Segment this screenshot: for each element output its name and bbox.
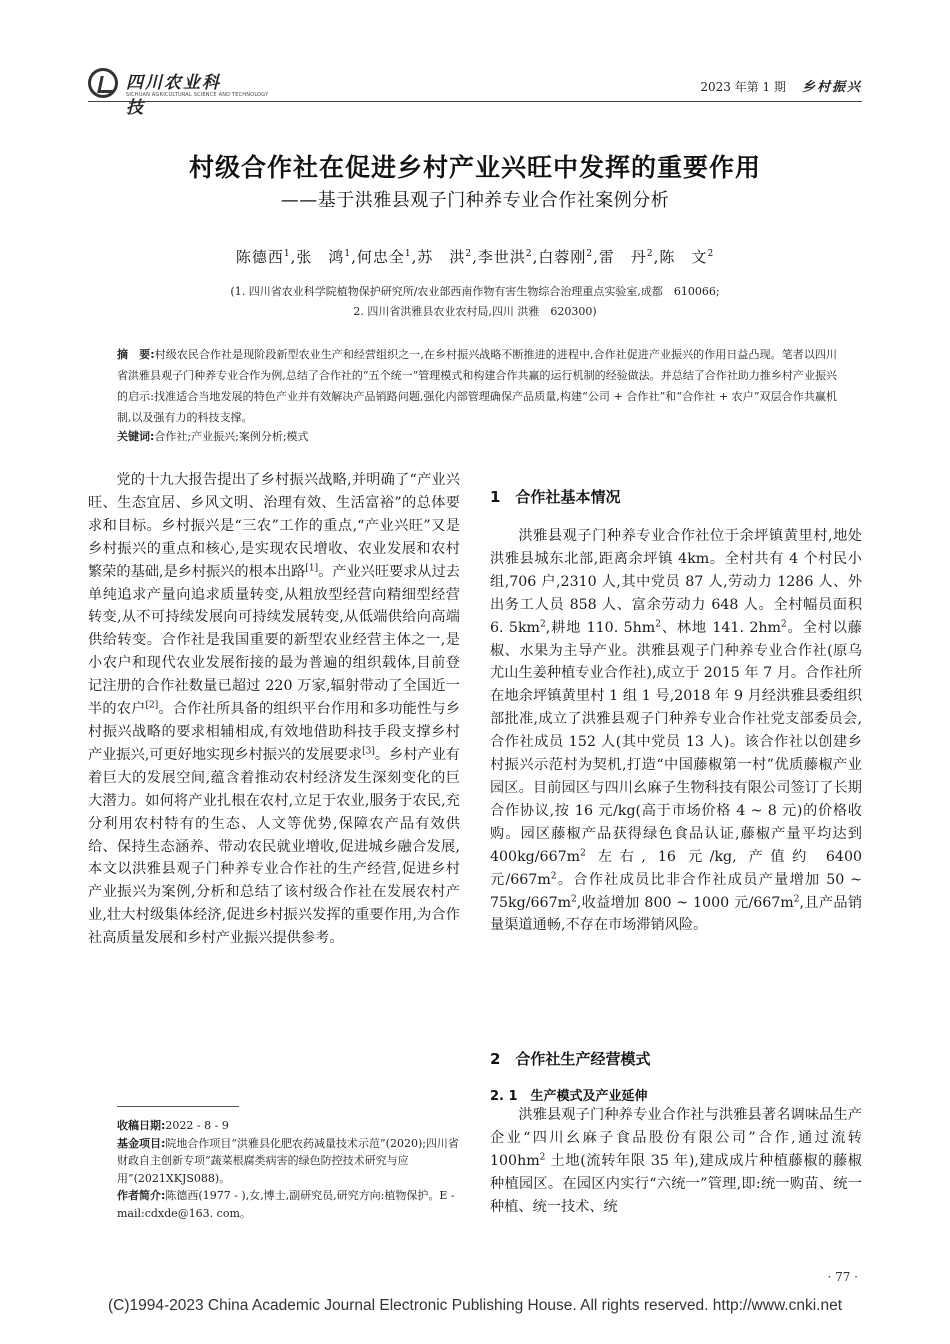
received-value: 2022 - 8 - 9	[165, 1119, 229, 1132]
affiliation-1: (1. 四川省农业科学院植物保护研究所/农业部西南作物有害生物综合治理重点实验室,成都 610066;	[230, 285, 720, 298]
author-bio-label: 作者简介:	[117, 1189, 166, 1202]
keywords-label: 关键词:	[117, 430, 155, 443]
received-date	[117, 1117, 462, 1135]
journal-logo	[88, 66, 269, 118]
section-2-1-paragraph: 洪雅县观子门种养专业合作社与洪雅县著名调味品生产企业“四川幺麻子食品股份有限公司”合作,通过流转 $100hm^2$ 土地(流转年限 35 年),建成成片种植藤椒的藤椒种植园区。在园区内实行“六统一”管理,即:统一购苗、统一种植、统一技术、统	[490, 1107, 862, 1215]
intro-paragraph: 党的十九大报告提出了乡村振兴战略,并明确了“产业兴旺、生态宜居、乡风文明、治理有效、生活富裕”的总体要求和目标。乡村振兴是“三农”工作的重点,“产业兴旺”又是乡村振兴的重点和核心,是实现农民增收、农业发展和农村繁荣的基础,是乡村振兴的根本出路[1]。产业兴旺要求从过去单纯追求产量向追求质量转变,从粗放型经营向精细型经营转变,从不可持续发展向可持续发展转变,从低端供给向高端供给转变。合作社是我国重要的新型农业经营主体之一,是小农户和现代农业发展衔接的最为普遍的组织载体,目前登记注册的合作社数量已超过 220 万家,辐射带动了全国近一半的农户[2]。合作社所具备的组织平台作用和多功能性与乡村振兴战略的要求相辅相成,有效地借助科技手段支撑乡村产业振兴,可更好地实现乡村振兴的发展要求[3]。乡村产业有着巨大的发展空间,蕴含着推动农村经济发生深刻变化的巨大潜力。如何将产业扎根在农村,立足于农业,服务于农民,充分利用农村特有的生态、人文等优势,保障农产品有效供给、保持生态涵养、带动农民就业增收,促进城乡融合发展,本文以洪雅县观子门种养专业合作社的生产经营,促进乡村产业振兴为案例,分析和总结了该村级合作社在发展农村产业,壮大村级集体经济,促进乡村振兴发挥的重要作用,为合作社高质量发展和乡村产业振兴提供参考。	[88, 472, 460, 947]
footnotes	[117, 1117, 462, 1222]
section-2-heading: 2 合作社生产经营模式	[490, 1050, 651, 1068]
affiliation-2: 2. 四川省洪雅县农业农村局,四川 洪雅 620300)	[353, 305, 597, 318]
author-bio	[117, 1187, 462, 1222]
journal-name-en: SICHUAN AGRICULTURAL SCIENCE AND TECHNOLOGY	[126, 92, 269, 98]
author-bio-value: 陈德西(1977 - ),女,博士,副研究员,研究方向:植物保护。E - mail:cdxde@163. com。	[117, 1189, 455, 1220]
section-1-heading: 1 合作社基本情况	[490, 488, 621, 506]
abstract-label: 摘 要:	[117, 348, 155, 361]
journal-logo-icon	[88, 68, 118, 98]
copyright-notice: (C)1994-2023 China Academic Journal Electronic Publishing House. All rights reserved. http://www.cnki.net	[107, 1297, 843, 1314]
keywords-text: 合作社;产业振兴;案例分析;模式	[154, 430, 309, 443]
article-subtitle: ——基于洪雅县观子门种养专业合作社案例分析	[280, 190, 670, 211]
abstract	[117, 344, 837, 428]
fund-label: 基金项目:	[117, 1136, 166, 1150]
section-1-paragraph: 洪雅县观子门种养专业合作社位于余坪镇黄里村,地处洪雅县城东北部,距离余坪镇 4km。全村共有 4 个村民小组,706 户,2310 人,其中党员 87 人,劳动力 1286 人、外出务工人员 858 人、富余劳动力 648 人。全村幅员面积 6. $5km^2$,耕地 110. $5hm^2$、林地 141. $2hm^2$。全村以藤椒、水果为主导产业。洪雅县观子门种养专业合作社(原乌尤山生姜种植专业合作社),成立于 2015 年 7 月。合作社所在地余坪镇黄里村 1 组 1 号,2018 年 9 月经洪雅县委组织部批准,成立了洪雅县观子门种养专业合作社党支部委员会,合作社成员 152 人(其中党员 13 人)。该合作社以创建乡村振兴示范村为契机,打造“中国藤椒第一村”优质藤椒产业园区。目前园区与四川幺麻子生物科技有限公司签订了长期合作协议,按 16 元/kg(高于市场价格 4 ~ 8 元)的价格收购。园区藤椒产品获得绿色食品认证,藤椒产量平均达到 $400kg/667m^2$ 左右, 16 元/kg, 产值约 6400 元$/667m^2$。合作社成员比非合作社成员产量增加 50 ~ $75kg/667m^2$,收益增加 800 ~ 1000 元$/667m^2$,且产品销量渠道通畅,不存在市场滞销风险。	[490, 528, 863, 934]
footnote-divider	[117, 1106, 239, 1107]
column-label: 乡村振兴	[801, 80, 862, 95]
article-title: 村级合作社在促进乡村产业兴旺中发挥的重要作用	[188, 153, 761, 182]
journal-name: 四川农业科技	[126, 73, 221, 118]
issue-label: 2023 年第 1 期	[700, 80, 786, 94]
fund-info	[117, 1135, 462, 1188]
header-divider	[88, 101, 862, 102]
section-2-1-heading: 2. 1 生产模式及产业延伸	[490, 1089, 648, 1104]
fund-value: 院地合作项目“洪雅县化肥农药减量技术示范”(2020);四川省财政自主创新专项“蔬菜根腐类病害的绿色防控技术研究与应用”(2021XKJS088)。	[117, 1136, 459, 1185]
abstract-text: 村级农民合作社是现阶段新型农业生产和经营组织之一,在乡村振兴战略不断推进的进程中,合作社促进产业振兴的作用日益凸现。笔者以四川省洪雅县观子门种养专业合作为例,总结了合作社的“五个统一”管理模式和构建合作共赢的运行机制的经验做法。并总结了合作社助力推乡村产业振兴的启示:找准适合当地发展的特色产业并有效解决产品销路问题,强化内部管理确保产品质量,构建“公司 + 合作社”和“合作社 + 农户”双层合作共赢机制,以及强有力的科技支撑。	[117, 348, 837, 424]
running-header	[700, 76, 862, 95]
page-number: · 77 ·	[827, 1270, 858, 1284]
keywords	[117, 428, 837, 444]
author-list: 陈德西$^1$,张 鸿$^1$,何忠全$^1$,苏 洪$^2$,李世洪$^2$,白蓉刚$^2$,雷 丹$^2$,陈 文$^2$	[235, 248, 715, 266]
received-label: 收稿日期:	[117, 1119, 166, 1132]
